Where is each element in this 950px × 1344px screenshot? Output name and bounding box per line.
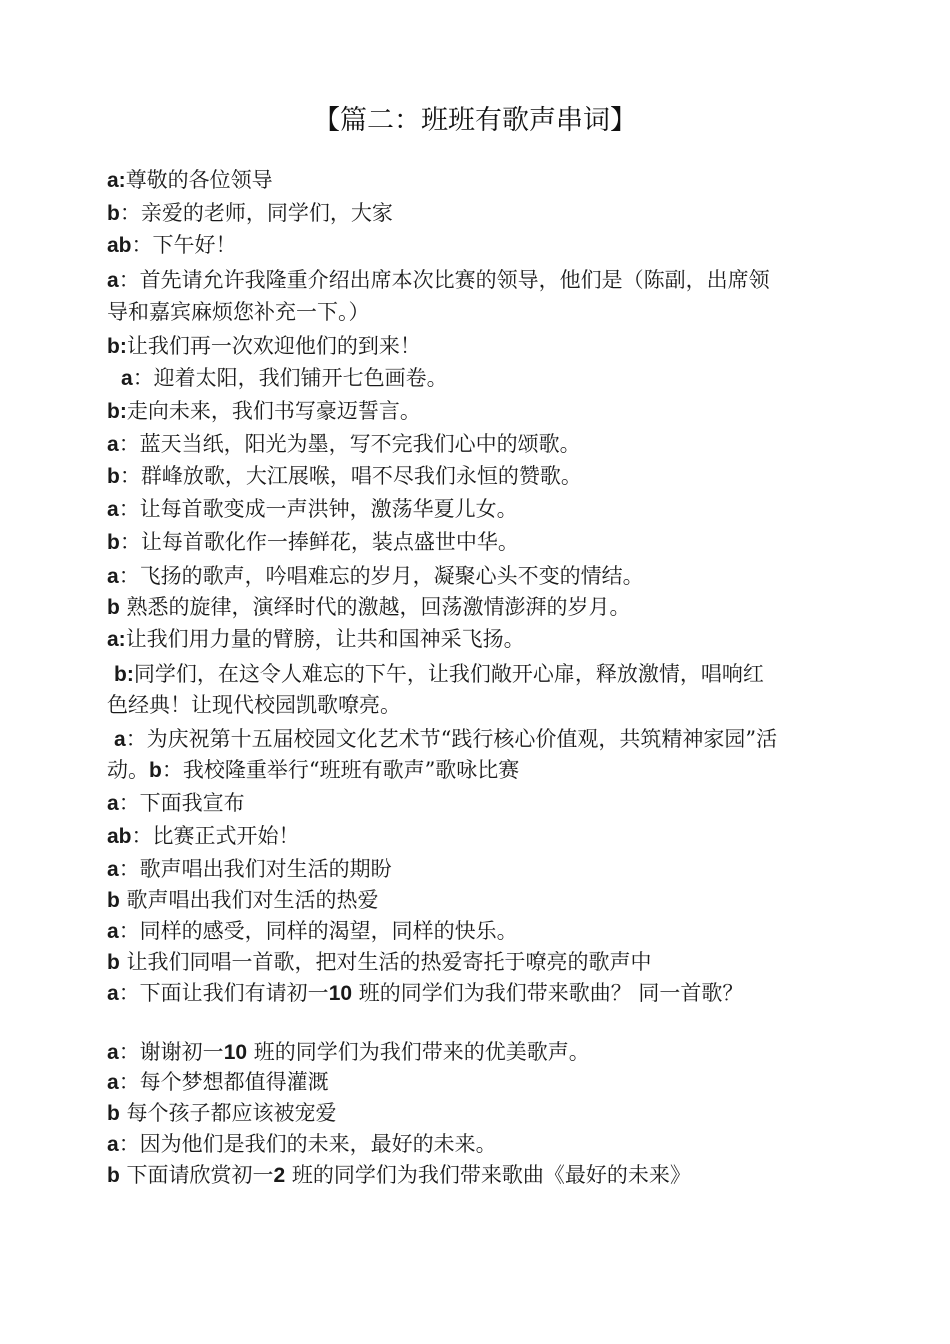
speaker-label: b — [107, 889, 120, 912]
speaker-label: b: — [107, 335, 127, 358]
line-text: ：下面我宣布 — [118, 791, 245, 815]
line-text: 尊敬的各位领导 — [125, 168, 273, 192]
class-number: 10 — [223, 1041, 248, 1064]
line-text: ：同样的感受，同样的渴望，同样的快乐。 — [118, 919, 518, 943]
script-line — [107, 1066, 857, 1099]
script-line — [107, 1097, 857, 1130]
script-line — [107, 395, 857, 428]
speaker-label: b — [107, 596, 120, 619]
line-text: ：群峰放歌，大江展喉，唱不尽我们永恒的赞歌。 — [119, 464, 582, 488]
script-line — [107, 591, 857, 624]
script-line — [107, 229, 857, 262]
speaker-label: a — [107, 858, 119, 881]
speaker-label: ab — [107, 234, 132, 257]
script-line — [114, 658, 864, 691]
script-line — [107, 330, 857, 363]
line-text: 同学们，在这令人难忘的下午，让我们敞开心扉，释放激情，唱响红 — [133, 662, 764, 686]
speaker-label: a — [107, 982, 119, 1005]
line-text: 色经典！让现代校园凯歌嘹亮。 — [107, 693, 401, 717]
script-line — [107, 428, 857, 461]
script-line — [107, 946, 857, 979]
line-text: 下面请欣赏初一 — [119, 1163, 274, 1187]
line-text: ：下面让我们有请初一 — [118, 981, 329, 1005]
speaker-label: b: — [107, 400, 127, 423]
line-text: ：歌声唱出我们对生活的期盼 — [118, 857, 392, 881]
script-line — [107, 560, 857, 593]
script-line — [107, 1036, 857, 1069]
line-text: 每个孩子都应该被宠爱 — [119, 1101, 337, 1125]
script-line — [107, 884, 857, 917]
line-text: ：比赛正式开始！ — [131, 824, 300, 848]
line-text: ：让每首歌变成一声洪钟，激荡华夏儿女。 — [118, 497, 518, 521]
line-text: 让我们再一次欢迎他们的到来！ — [126, 334, 421, 358]
page-title: 【篇二：班班有歌声串词】 — [313, 105, 637, 136]
speaker-label: a — [107, 1041, 119, 1064]
speaker-label: b — [107, 1164, 120, 1187]
class-number: 10 — [328, 982, 353, 1005]
script-line — [107, 820, 857, 853]
line-text: 班的同学们为我们带来歌曲？ 同一首歌？ — [352, 981, 744, 1005]
script-line — [107, 977, 857, 1010]
line-text: 动。 — [107, 758, 149, 782]
speaker-label: b — [107, 1102, 120, 1125]
speaker-label: b — [107, 465, 120, 488]
speaker-label: ab — [107, 825, 132, 848]
line-text: ：首先请允许我隆重介绍出席本次比赛的领导，他们是（陈副，出席领 — [118, 268, 770, 292]
speaker-label: a — [121, 367, 133, 390]
script-line — [107, 853, 857, 886]
script-line-continued — [107, 689, 857, 721]
line-text: ：蓝天当纸，阳光为墨，写不完我们心中的颂歌。 — [118, 432, 581, 456]
script-line — [107, 787, 857, 820]
speaker-label: a — [107, 498, 119, 521]
script-line — [121, 362, 871, 395]
line-text: ：因为他们是我们的未来，最好的未来。 — [118, 1132, 497, 1156]
speaker-label: b — [107, 951, 120, 974]
line-text: 让我们同唱一首歌，把对生活的热爱寄托于嘹亮的歌声中 — [119, 950, 652, 974]
speaker-label: b — [107, 531, 120, 554]
speaker-label: a — [107, 1133, 119, 1156]
script-line — [107, 197, 857, 230]
speaker-label: a — [107, 792, 119, 815]
speaker-label: b: — [114, 663, 134, 686]
script-line — [107, 164, 857, 197]
line-text: ：为庆祝第十五届校园文化艺术节“践行核心价值观，共筑精神家园”活 — [125, 727, 778, 751]
script-line-continued — [107, 754, 857, 787]
line-text: ：下午好！ — [131, 233, 237, 257]
script-line — [107, 1159, 857, 1192]
script-line — [114, 723, 864, 756]
line-text: ：迎着太阳，我们铺开七色画卷。 — [132, 366, 448, 390]
speaker-label: a — [107, 1071, 119, 1094]
speaker-label: a: — [107, 169, 126, 192]
speaker-label: a: — [107, 628, 126, 651]
line-text: ：亲爱的老师，同学们，大家 — [119, 201, 393, 225]
line-text: 熟悉的旋律，演绎时代的激越，回荡激情澎湃的岁月。 — [119, 595, 631, 619]
speaker-label: a — [107, 269, 119, 292]
script-line — [107, 1128, 857, 1161]
line-text: 让我们用力量的臂膀，让共和国神采飞扬。 — [125, 627, 525, 651]
speaker-label: b — [149, 759, 162, 782]
line-text: 班的同学们为我们带来的优美歌声。 — [247, 1040, 590, 1064]
line-text: 歌声唱出我们对生活的热爱 — [119, 888, 379, 912]
line-text: 导和嘉宾麻烦您补充一下。） — [107, 300, 370, 324]
script-line — [107, 526, 857, 559]
line-text: ：飞扬的歌声，吟唱难忘的岁月，凝聚心头不变的情结。 — [118, 564, 644, 588]
speaker-label: a — [107, 433, 119, 456]
line-text: ：谢谢初一 — [118, 1040, 224, 1064]
line-text: 走向未来，我们书写豪迈誓言。 — [126, 399, 421, 423]
script-line — [107, 623, 857, 656]
script-line — [107, 264, 857, 297]
script-line-continued — [107, 296, 857, 328]
line-text: ：我校隆重举行“班班有歌声”歌咏比赛 — [161, 758, 520, 782]
script-line — [107, 460, 857, 493]
line-text: ：让每首歌化作一捧鲜花，装点盛世中华。 — [119, 530, 519, 554]
speaker-label: a — [107, 565, 119, 588]
line-text: 班的同学们为我们带来歌曲《最好的未来》 — [285, 1163, 691, 1187]
speaker-label: a — [107, 920, 119, 943]
speaker-label: a — [114, 728, 126, 751]
speaker-label: b — [107, 202, 120, 225]
class-number: 2 — [273, 1164, 286, 1187]
script-line — [107, 493, 857, 526]
line-text: ：每个梦想都值得灌溉 — [118, 1070, 329, 1094]
script-line — [107, 915, 857, 948]
